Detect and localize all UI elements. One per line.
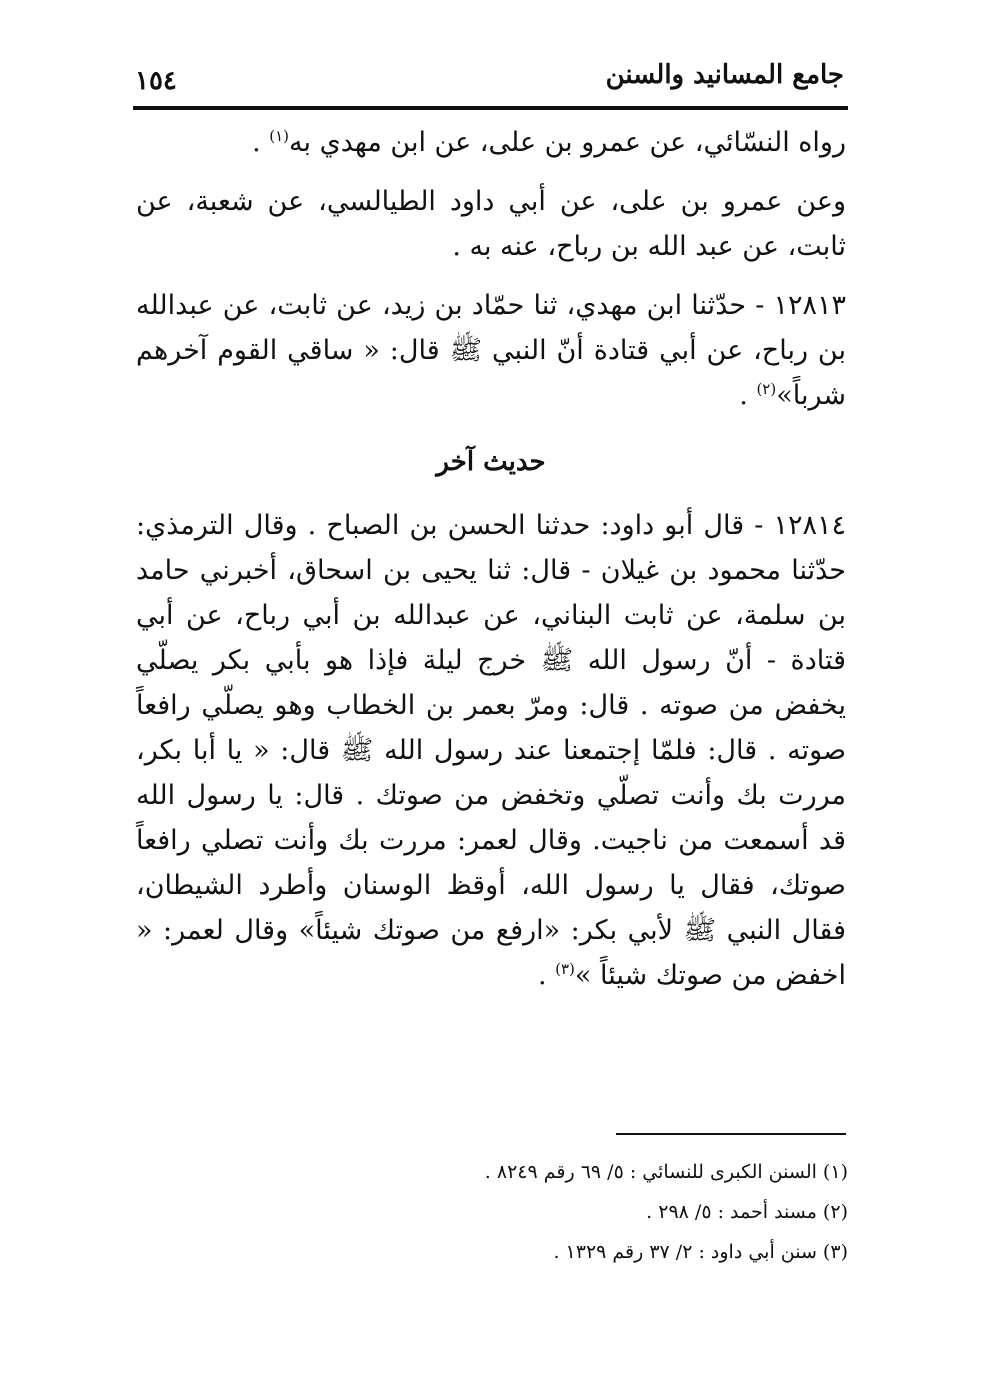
paragraph-2 (136, 179, 846, 269)
paragraph-3-text: ١٢٨١٣ - حدّثنا ابن مهدي، ثنا حمّاد بن زيد، عن ثابت، عن عبدالله بن رباح، عن أبي قتادة أنّ النبي ﷺ قال: « ساقي القوم آخرهم شرباً» (136, 290, 846, 411)
footnote-divider (616, 1133, 846, 1135)
header-divider (133, 106, 848, 110)
section-heading: حديث آخر (436, 447, 546, 477)
page-number: ١٥٤ (135, 66, 177, 96)
paragraph-3 (136, 283, 846, 418)
paragraph-3-end: . (739, 380, 757, 411)
paragraph-4-end: . (537, 960, 556, 991)
paragraph-4 (136, 503, 846, 998)
paragraph-2-text: وعن عمرو بن على، عن أبي داود الطيالسي، عن شعبة، عن ثابت، عن عبد الله بن رباح، عنه به . (136, 186, 846, 262)
footnote-ref-2: (٢) (756, 380, 777, 398)
running-header-title: جامع المسانيد والسنن (605, 60, 844, 90)
footnote-1: (١) السنن الكبرى للنسائي : ٥/ ٦٩ رقم ٨٢٤٩ . (484, 1161, 848, 1183)
paragraph-1-end: . (252, 127, 270, 158)
paragraph-1-text: رواه النسّائي، عن عمرو بن على، عن ابن مهدي به (289, 127, 846, 158)
main-text (136, 120, 846, 998)
footnotes (138, 1152, 848, 1272)
footnote-2: (٢) مسند أحمد : ٥/ ٢٩٨ . (646, 1201, 848, 1223)
footnote-ref-3: (٣) (555, 960, 575, 978)
paragraph-4-text: ١٢٨١٤ - قال أبو داود: حدثنا الحسن بن الصباح . وقال الترمذي: حدّثنا محمود بن غيلان - قال: ثنا يحيى بن اسحاق، أخبرني حامد بن سلمة، عن ثابت البناني، عن عبدالله بن أبي رباح، عن أبي قتادة - أنّ رسول الله ﷺ خرج ليلة فإذا هو بأبي بكر يصلّي يخفض من صوته . قال: ومرّ بعمر بن الخطاب وهو يصلّي رافعاً صوته . قال: فلمّا إجتمعنا عند رسول الله ﷺ قال: « يا أبا بكر، مررت بك وأنت تصلّي وتخفض من صوتك . قال: يا رسول الله قد أسمعت من ناجيت. وقال لعمر: مررت بك وأنت تصلي رافعاً صوتك، فقال يا رسول الله، أوقظ الوسنان وأطرد الشيطان، فقال النبي ﷺ لأبي بكر: «ارفع من صوتك شيئاً» وقال لعمر: « اخفض من صوتك شيئاً » (136, 510, 846, 991)
paragraph-1 (136, 120, 846, 165)
footnote-3: (٣) سنن أبي داود : ٢/ ٣٧ رقم ١٣٢٩ . (553, 1241, 848, 1263)
footnote-ref-1: (١) (269, 127, 290, 145)
